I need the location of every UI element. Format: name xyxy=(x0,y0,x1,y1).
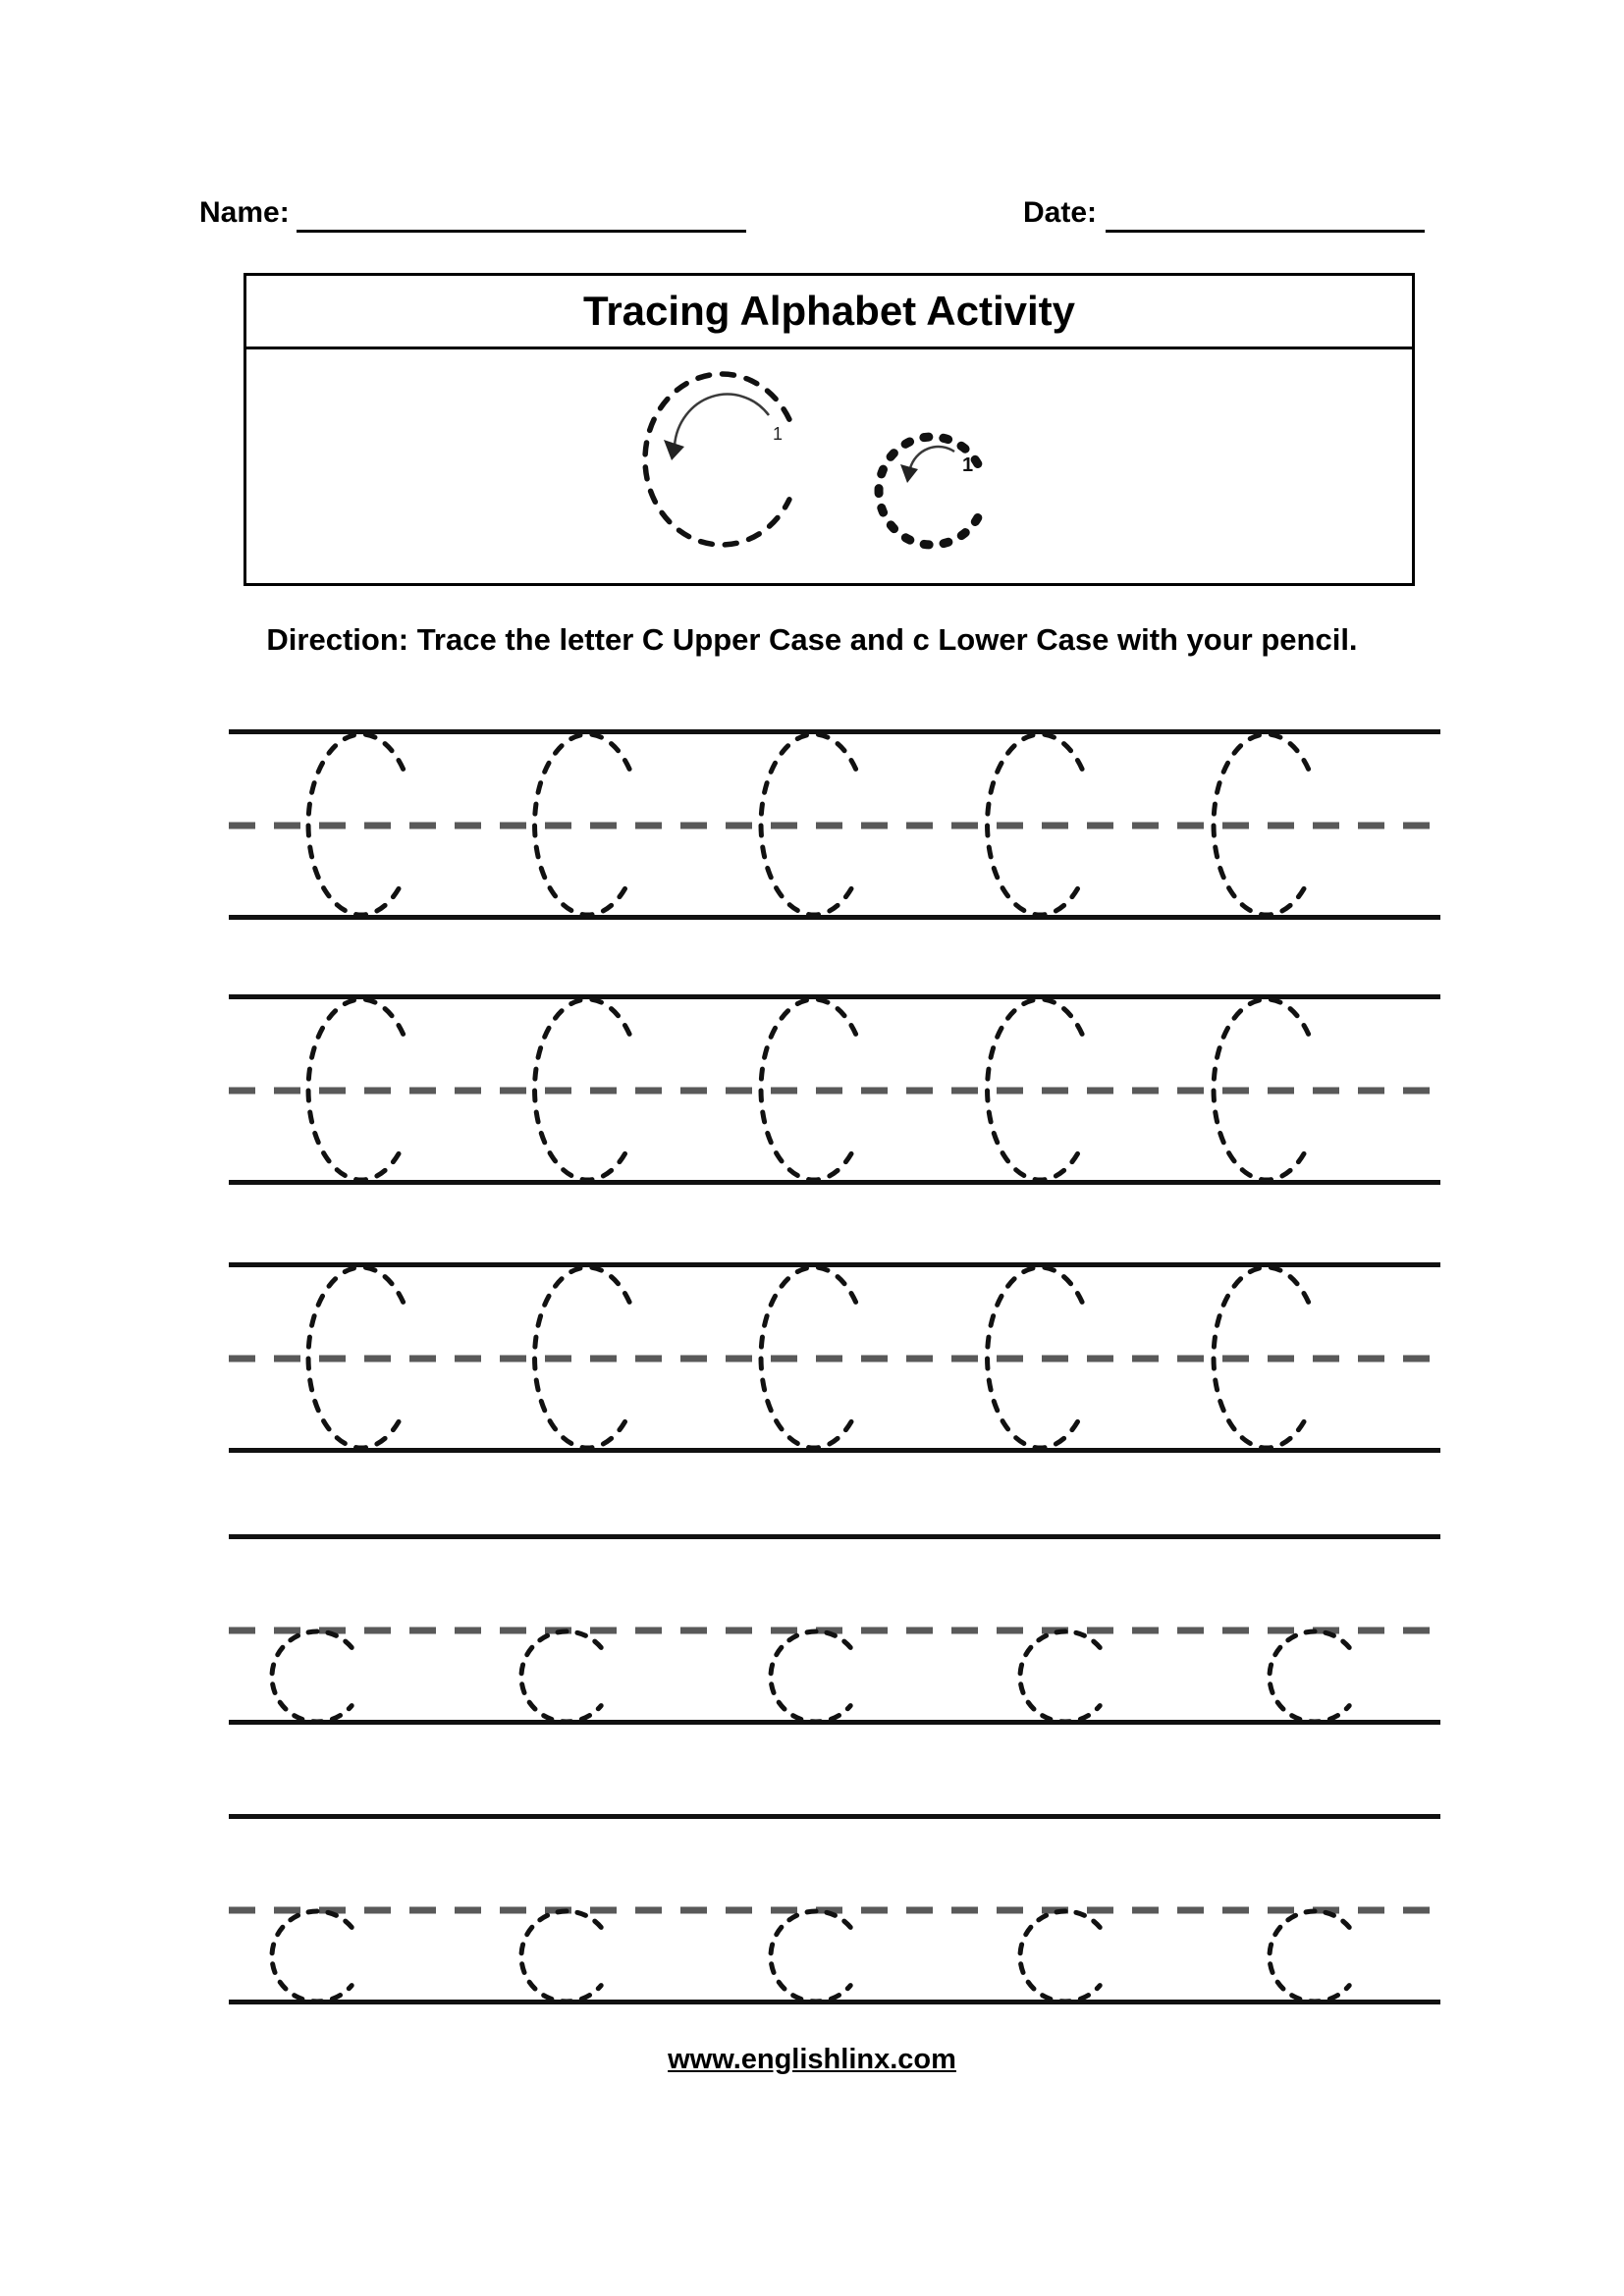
footer-website-link[interactable]: www.englishlinx.com xyxy=(668,2044,956,2075)
footer xyxy=(0,2044,1624,2076)
trace-letter-c xyxy=(1270,1911,1349,2002)
trace-row-1-uppercase xyxy=(229,729,1440,920)
trace-letter-c xyxy=(272,1911,352,2002)
trace-letter-c xyxy=(771,1631,850,1722)
direction-text: Direction: Trace the letter C Upper Case and c Lower Case with your pencil. xyxy=(266,622,1358,657)
trace-letter-c xyxy=(771,1911,850,2002)
trace-letter-c xyxy=(521,1911,601,2002)
trace-letter-c xyxy=(272,1631,352,1722)
trace-row-4-lowercase xyxy=(229,1534,1440,1725)
trace-letter-c xyxy=(1270,1631,1349,1722)
trace-letter-c xyxy=(1020,1631,1100,1722)
trace-row-2-uppercase xyxy=(229,994,1440,1185)
worksheet-title: Tracing Alphabet Activity xyxy=(246,276,1412,349)
demo-lowercase-stroke-number: 1 xyxy=(962,454,974,476)
trace-row-3-uppercase xyxy=(229,1262,1440,1453)
trace-letter-c xyxy=(521,1631,601,1722)
date-label: Date: xyxy=(1023,196,1098,229)
trace-letter-c xyxy=(1020,1911,1100,2002)
demo-uppercase-stroke-number: 1 xyxy=(773,424,784,444)
name-label: Name: xyxy=(199,196,290,229)
trace-row-5-lowercase xyxy=(229,1814,1440,2004)
